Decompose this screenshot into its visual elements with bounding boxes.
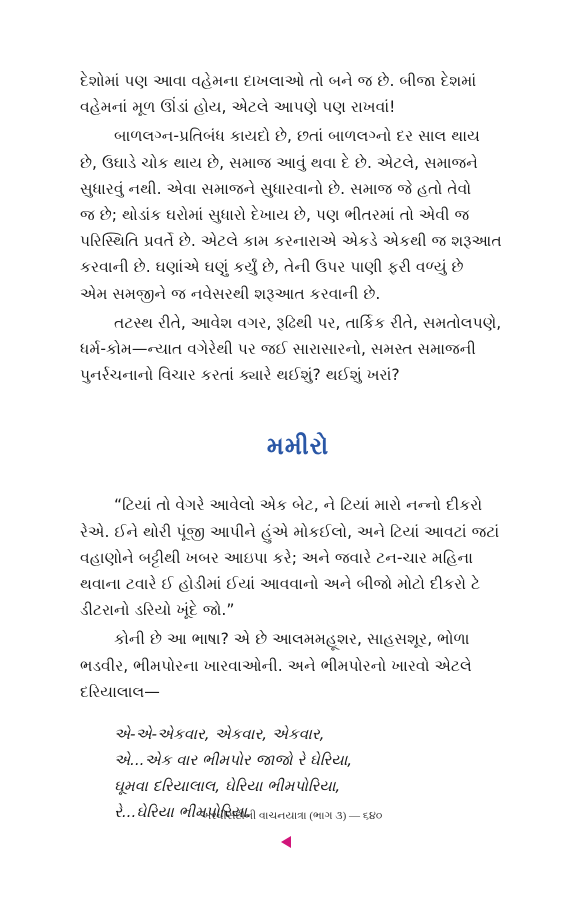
- paragraph-1: [80, 68, 516, 120]
- poem-line: એ-એ-એકવાર, એકવાર, એકવાર,: [114, 725, 325, 744]
- text-line: જ છે; થોડાંક ઘરોમાં સુધારો દેખાય છે, પણ ભીતરમાં તો એવી જ: [80, 206, 470, 225]
- text-line: પરિસ્થિતિ પ્રવર્તે છે. એટલે કામ કરનારાએ એકડે એકથી જ શરૂઆત: [80, 232, 502, 251]
- text-line: કોની છે આ ભાષા? એ છે આલમમહૂશર, સાહસશૂર, ભોળા: [114, 630, 470, 649]
- page-footer: અરધીસદીની વાચનયાત્રા (ભાગ ૩) — ૬૪૦: [199, 810, 383, 822]
- text-line: કરવાની છે. ઘણાંએ ઘણું કર્યું છે, તેની ઉપર પાણી ફરી વળ્યું છે: [80, 258, 464, 277]
- text-line: પુનર્રચનાનો વિચાર કરતાં ક્યારે થઈશું? થઈશું ખરાં?: [80, 366, 400, 385]
- text-line: સુધારવું નથી. એવા સમાજને સુધારવાનો છે. સમાજ જે હતો તેવો: [80, 179, 472, 198]
- paragraph-2: [80, 123, 516, 306]
- text-line: ડીટરાનો ડરિયો ખૂંદે જો.”: [80, 601, 235, 620]
- text-line: વહેમનાં મૂળ ઊંડાં હોય, એટલે આપણે પણ રાખવાં!: [80, 98, 396, 117]
- text-line: દરિયાલાલ—: [80, 682, 160, 701]
- paragraph-4: [80, 492, 516, 623]
- text-line: તટસ્થ રીતે, આવેશ વગર, રૂઢિથી પર, તાર્કિક રીતે, સમતોલપણે,: [114, 313, 502, 332]
- poem-line: ઘૂમવા દરિયાલાલ, ઘેરિયા ભીમપોરિયા,: [114, 777, 341, 796]
- paragraph-5: [80, 626, 516, 705]
- poem-line: એ...એક વાર ભીમપોર જાજો રે ઘેરિયા,: [114, 751, 353, 770]
- text-line: રેએ. ઈને થોરી પૂંજી આપીને હુંએ મોકઈલો, અને ટિયાં આવટાં જટાં: [80, 522, 500, 541]
- text-line: એમ સમજીને જ નવેસરથી શરૂઆત કરવાની છે.: [80, 284, 381, 303]
- text-line: ભડવીર, ભીમપોરના ખારવાઓની. અને ભીમપોરનો ખારવો એટલે: [80, 656, 472, 675]
- text-line: દેશોમાં પણ આવા વહેમના દાખલાઓ તો બને જ છે. બીજા દેશમાં: [80, 72, 477, 90]
- text-line: વહાણોને બટ્ટીથી ખબર આઇપા કરે; અને જવારે ટન-ચાર મહિના: [80, 548, 473, 567]
- text-line: છે, ઉઘાડે ચોક થાય છે, સમાજ આવું થવા દે છે. એટલે, સમાજને: [80, 153, 478, 172]
- text-line: થવાના ટવારે ઈ હોડીમાં ઈયાં આવવાનો અને બીજો મોટો દીકરો ટે: [80, 575, 481, 594]
- text-line: બાળલગ્ન-પ્રતિબંધ કાયદો છે, છતાં બાળલગ્નો દર સાલ થાય: [114, 127, 480, 146]
- poem-line: રે...ઘેરિયા ભીમપોરિયા.: [114, 803, 252, 822]
- triangle-left-icon[interactable]: [281, 836, 291, 848]
- text-line: “ટિયાં તો વેગરે આવેલો એક બેટ, ને ટિયાં મારો નન્નો દીકરો: [114, 496, 483, 515]
- paragraph-3: [80, 310, 516, 389]
- section-title: મમીરો: [266, 432, 330, 461]
- text-line: ધર્મ-કોમ—ન્યાત વગેરેથી પર જઈ સારાસારનો, સમસ્ત સમાજની: [80, 340, 476, 359]
